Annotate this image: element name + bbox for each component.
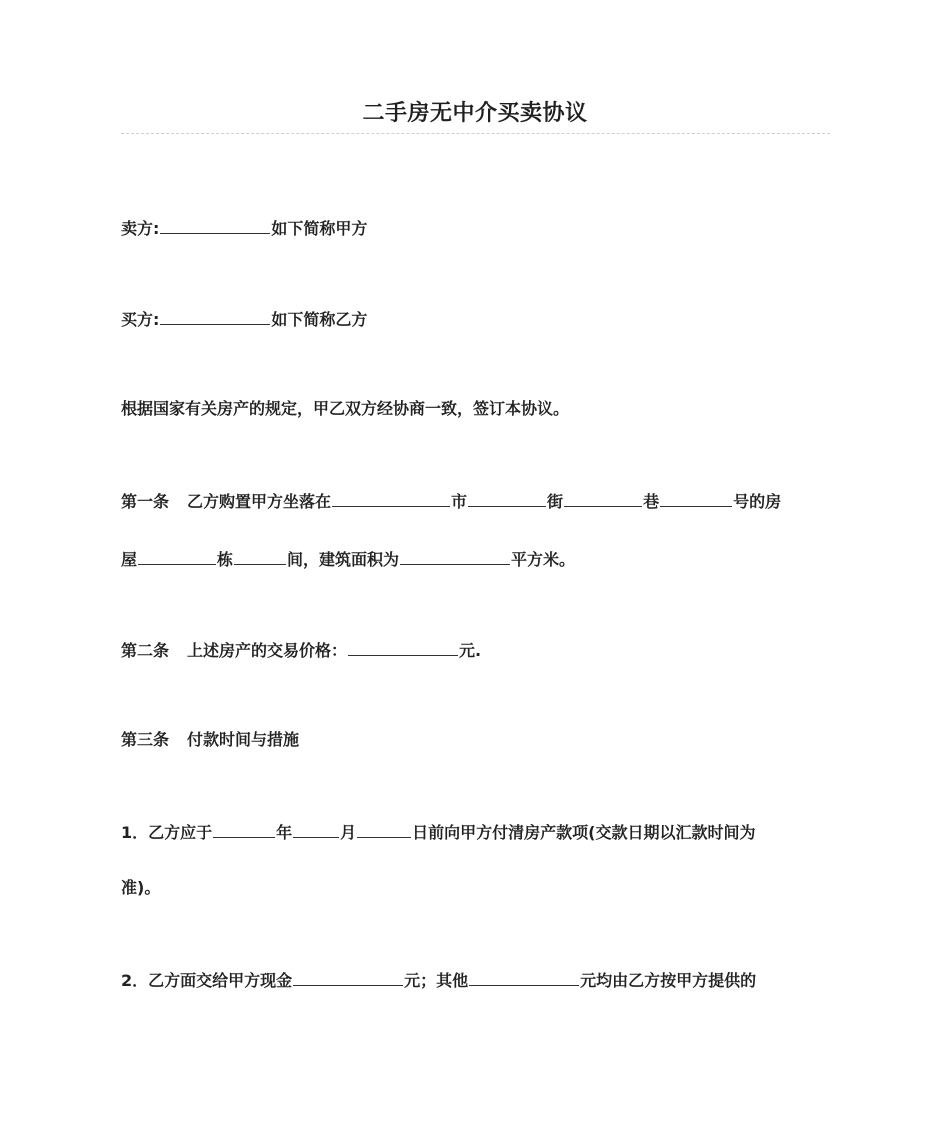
article2-line: [121, 638, 481, 662]
article1-heading: 第一条: [121, 492, 170, 511]
article2-heading: 第二条: [121, 641, 170, 660]
buyer-label: 买方:: [121, 310, 160, 329]
clause1-line2: 准)。: [121, 878, 161, 897]
price-unit: 元.: [459, 641, 482, 660]
street-label: 街: [547, 492, 564, 511]
seller-line: [121, 216, 367, 240]
lane-label: 巷: [643, 492, 660, 511]
area-blank: [400, 547, 510, 565]
article2-text: 上述房产的交易价格：: [187, 641, 348, 660]
month-label: 月: [340, 823, 357, 842]
area-unit: 平方米。: [511, 550, 576, 569]
preamble-paragraph: 根据国家有关房产的规定，甲乙双方经协商一致，签订本协议。: [121, 399, 570, 418]
article1-line1: [121, 489, 781, 513]
buyer-line: [121, 307, 367, 331]
month-blank: [293, 820, 339, 838]
cash-blank: [293, 968, 403, 986]
building-blank: [234, 547, 286, 565]
number-label: 号的房: [733, 492, 782, 511]
room-label: 间，建筑面积为: [287, 550, 400, 569]
buyer-name-blank: [160, 307, 270, 325]
house-label: 屋: [121, 550, 138, 569]
building-label: 栋: [217, 550, 234, 569]
clause1-day-text: 日前向甲方付清房产款项(交款日期以汇款时间为: [412, 823, 756, 842]
house-blank: [138, 547, 216, 565]
article3-text: 付款时间与措施: [187, 730, 300, 749]
clause1-lead: 1．乙方应于: [121, 823, 213, 842]
article1-text: 乙方购置甲方坐落在: [187, 492, 332, 511]
clause2-tail: 元均由乙方按甲方提供的: [580, 971, 757, 990]
clause1-line1: [121, 820, 756, 844]
article3-line: [121, 729, 299, 751]
title-divider: [121, 133, 830, 134]
document-title: 二手房无中介买卖协议: [362, 101, 588, 126]
article1-line2: [121, 547, 575, 571]
seller-name-blank: [160, 216, 270, 234]
day-blank: [357, 820, 411, 838]
city-blank: [468, 489, 546, 507]
seller-label: 卖方:: [121, 219, 160, 238]
year-label: 年: [276, 823, 293, 842]
buyer-suffix: 如下简称乙方: [271, 310, 368, 329]
seller-suffix: 如下简称甲方: [271, 219, 368, 238]
year-blank: [213, 820, 275, 838]
street-blank: [564, 489, 642, 507]
price-blank: [348, 638, 458, 656]
clause2-line: [121, 968, 756, 992]
article3-heading: 第三条: [121, 730, 170, 749]
other-blank: [469, 968, 579, 986]
location-blank: [332, 489, 450, 507]
city-label: 市: [451, 492, 468, 511]
clause2-lead: 2．乙方面交给甲方现金: [121, 971, 293, 990]
lane-blank: [660, 489, 732, 507]
clause2-mid: 元；其他: [404, 971, 469, 990]
